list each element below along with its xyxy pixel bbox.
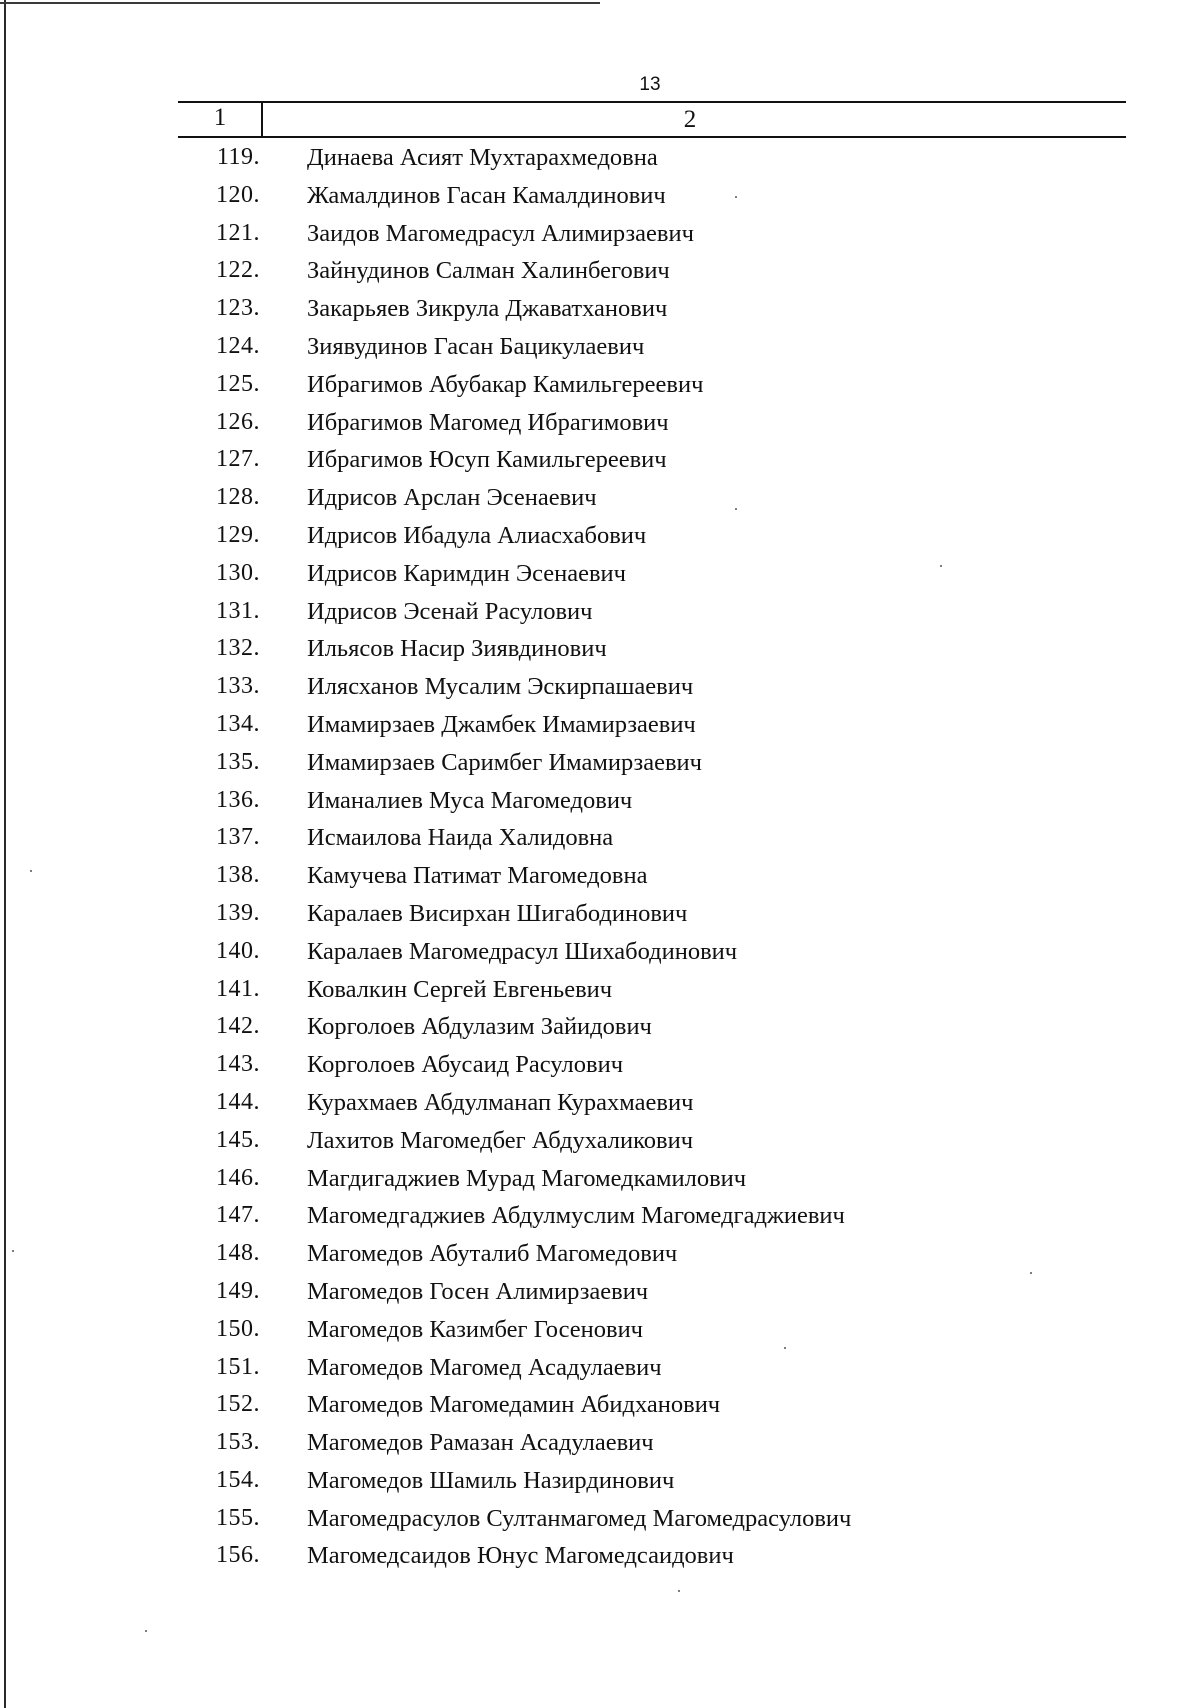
list-item-name: Илясханов Мусалим Эскирпашаевич [307, 673, 694, 701]
list-item [0, 1424, 1200, 1462]
list-item-number: 122. [216, 257, 260, 284]
scan-speck [30, 870, 32, 872]
list-item-number: 132. [216, 635, 260, 662]
list-item-name: Закарьяев Зикрула Джаватханович [307, 295, 668, 323]
list-item-name: Магомедов Абуталиб Магомедович [307, 1240, 678, 1268]
list-item-name: Динаева Асият Мухтарахмедовна [307, 144, 658, 171]
list-item-number: 142. [216, 1013, 260, 1040]
list-item-name: Магомедов Шамиль Назирдинович [307, 1466, 675, 1494]
scan-speck [735, 508, 737, 510]
list-item-name: Идрисов Ибадула Алиасхабович [307, 521, 647, 549]
list-item [0, 857, 1200, 895]
list-item-name: Идрисов Арслан Эсенаевич [307, 484, 597, 512]
list-item-number: 144. [216, 1088, 260, 1115]
list-item-number: 121. [216, 219, 260, 246]
table-header-divider [261, 101, 263, 137]
list-item-number: 123. [216, 295, 260, 322]
list-item [0, 139, 1200, 177]
list-item-name: Иманалиев Муса Магомедович [307, 786, 633, 814]
list-item-number: 140. [216, 937, 260, 964]
list-item [0, 177, 1200, 215]
list-item-name: Ибрагимов Абубакар Камильгереевич [307, 370, 704, 398]
list-item-number: 145. [216, 1126, 260, 1153]
list-item [0, 630, 1200, 668]
list-item [0, 1197, 1200, 1235]
list-item [0, 1311, 1200, 1349]
table-header-rule [178, 136, 1126, 138]
list-item-number: 135. [216, 748, 260, 775]
list-item-name: Жамалдинов Гасан Камалдинович [307, 181, 666, 209]
list-item [0, 1046, 1200, 1084]
list-item [0, 971, 1200, 1009]
list-item-number: 139. [216, 899, 260, 926]
list-item [0, 593, 1200, 631]
list-item-number: 124. [216, 332, 260, 359]
list-item-number: 147. [216, 1202, 260, 1229]
list-item [0, 706, 1200, 744]
list-item [0, 404, 1200, 442]
scan-speck [1030, 1272, 1032, 1274]
list-item-name: Магомедов Магомед Асадулаевич [307, 1353, 662, 1381]
list-item-number: 146. [216, 1164, 260, 1191]
scan-speck [735, 196, 737, 198]
scan-speck [678, 1590, 680, 1592]
scan-edge [0, 2, 600, 4]
list-item-number: 150. [216, 1315, 260, 1342]
list-item [0, 1537, 1200, 1575]
list-item-number: 151. [216, 1353, 260, 1380]
list-item-name: Имамирзаев Саримбег Имамирзаевич [307, 748, 702, 776]
list-item-name: Лахитов Магомедбег Абдухаликович [307, 1126, 694, 1154]
list-item-number: 119. [216, 144, 260, 170]
list-item-number: 133. [216, 673, 260, 700]
list-item-name: Магомедсаидов Юнус Магомедсаидович [307, 1542, 734, 1570]
list-item-number: 137. [216, 824, 260, 851]
list-item-number: 127. [216, 446, 260, 473]
list-item-name: Курахмаев Абдулманап Курахмаевич [307, 1088, 694, 1116]
list-item [0, 366, 1200, 404]
list-item [0, 1273, 1200, 1311]
list-item-number: 143. [216, 1051, 260, 1078]
list-item-number: 149. [216, 1277, 260, 1304]
list-item-number: 152. [216, 1391, 260, 1418]
list-item-name: Зиявудинов Гасан Бацикулаевич [307, 332, 645, 360]
list-item-name: Ибрагимов Юсуп Камильгереевич [307, 446, 667, 474]
column-header-name: 2 [683, 106, 697, 133]
list-item-number: 148. [216, 1240, 260, 1267]
list-item-name: Заидов Магомедрасул Алимирзаевич [307, 219, 694, 247]
scan-speck [12, 1250, 14, 1252]
list-item [0, 441, 1200, 479]
list-item [0, 819, 1200, 857]
list-item-name: Ильясов Насир Зиявдинович [307, 635, 607, 663]
list-item [0, 517, 1200, 555]
list-item-number: 138. [216, 862, 260, 889]
list-item-number: 125. [216, 370, 260, 397]
list-item [0, 1349, 1200, 1387]
list-item [0, 1462, 1200, 1500]
list-item-number: 128. [216, 484, 260, 511]
list-item-number: 130. [216, 559, 260, 586]
list-item [0, 215, 1200, 253]
list-item-name: Исмаилова Наида Халидовна [307, 824, 614, 852]
list-item-name: Идрисов Каримдин Эсенаевич [307, 559, 626, 587]
column-header-number: 1 [213, 104, 227, 131]
list-item [0, 555, 1200, 593]
list-item [0, 1122, 1200, 1160]
list-item-name: Зайнудинов Салман Халинбегович [307, 257, 670, 285]
page-number: 13 [639, 74, 661, 95]
list-item [0, 933, 1200, 971]
list-item [0, 1008, 1200, 1046]
list-item [0, 668, 1200, 706]
list-item [0, 782, 1200, 820]
list-item [0, 744, 1200, 782]
list-item-name: Магомедов Казимбег Госенович [307, 1315, 644, 1343]
list-item-name: Корголоев Абдулазим Зайидович [307, 1013, 652, 1041]
list-item-name: Магомедов Рамазан Асадулаевич [307, 1429, 654, 1457]
list-item-number: 120. [216, 181, 260, 208]
list-item [0, 1500, 1200, 1538]
list-item [0, 290, 1200, 328]
list-item-name: Ковалкин Сергей Евгеньевич [307, 975, 613, 1003]
list-item-number: 134. [216, 710, 260, 737]
list-item-name: Имамирзаев Джамбек Имамирзаевич [307, 710, 696, 738]
list-item-name: Магомедрасулов Султанмагомед Магомедрасулович [307, 1504, 852, 1532]
list-item-number: 156. [216, 1542, 260, 1569]
list-item-name: Магомедов Госен Алимирзаевич [307, 1277, 649, 1305]
list-item-name: Идрисов Эсенай Расулович [307, 597, 593, 625]
list-item-number: 155. [216, 1504, 260, 1531]
list-item [0, 252, 1200, 290]
list-item-name: Магдигаджиев Мурад Магомедкамилович [307, 1164, 747, 1192]
name-list [0, 139, 1200, 1575]
list-item [0, 1235, 1200, 1273]
list-item-number: 153. [216, 1429, 260, 1456]
table-header-rule [178, 101, 1126, 103]
scan-speck [784, 1347, 786, 1349]
list-item [0, 895, 1200, 933]
list-item-number: 126. [216, 408, 260, 435]
list-item [0, 1386, 1200, 1424]
list-item-number: 131. [216, 597, 260, 624]
scan-speck [940, 565, 942, 567]
list-item-number: 154. [216, 1466, 260, 1493]
scan-speck [145, 1630, 147, 1632]
list-item-name: Ибрагимов Магомед Ибрагимович [307, 408, 669, 436]
list-item [0, 1160, 1200, 1198]
list-item [0, 1084, 1200, 1122]
list-item-number: 141. [216, 975, 260, 1002]
list-item-name: Магомедгаджиев Абдулмуслим Магомедгаджиевич [307, 1202, 845, 1230]
list-item-name: Корголоев Абусаид Расулович [307, 1051, 624, 1079]
list-item [0, 328, 1200, 366]
list-item-name: Каралаев Висирхан Шигабодинович [307, 899, 688, 927]
list-item-number: 136. [216, 786, 260, 813]
list-item-name: Каралаев Магомедрасул Шихабодинович [307, 937, 738, 965]
list-item [0, 479, 1200, 517]
list-item-name: Магомедов Магомедамин Абидханович [307, 1391, 721, 1419]
list-item-number: 129. [216, 521, 260, 548]
list-item-name: Камучева Патимат Магомедовна [307, 862, 648, 890]
